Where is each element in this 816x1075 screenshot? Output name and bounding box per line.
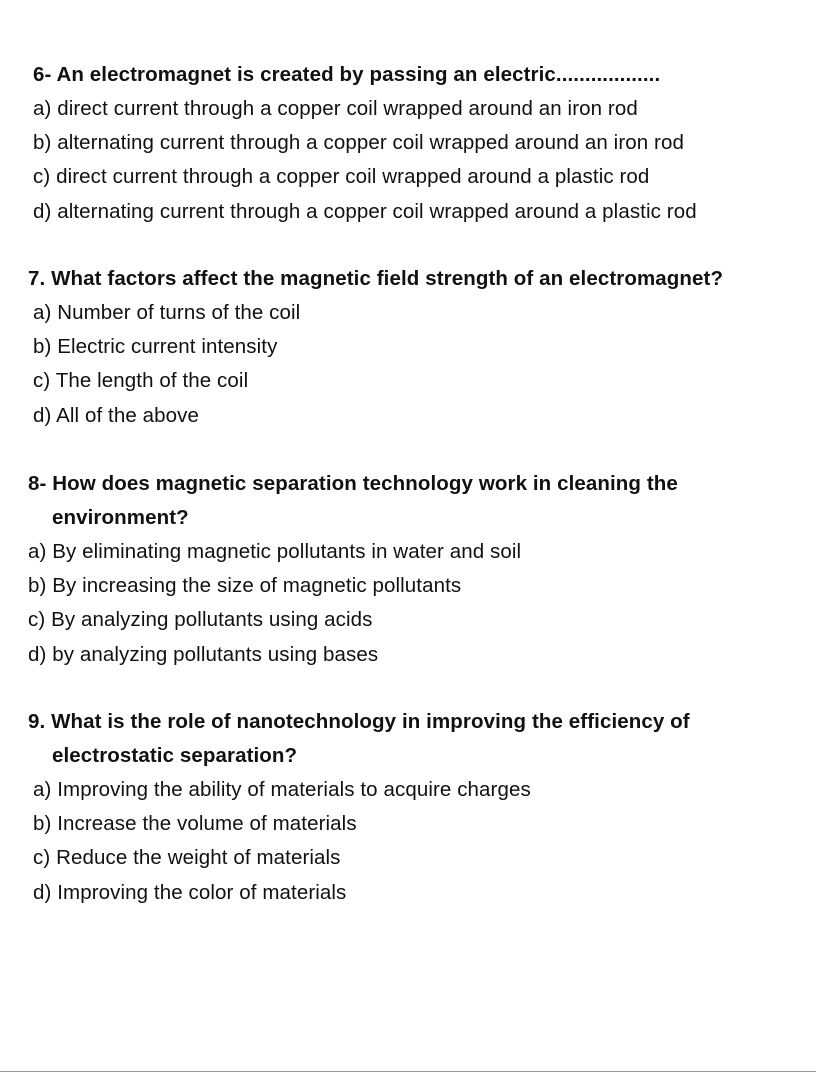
option-d: d) by analyzing pollutants using bases bbox=[28, 642, 379, 666]
question-title bbox=[28, 705, 816, 773]
question-title-line1: 9. What is the role of nanotechnology in improving the efficiency of bbox=[28, 710, 690, 733]
option-b: b) alternating current through a copper coil wrapped around an iron rod bbox=[33, 131, 684, 155]
option-a: a) By eliminating magnetic pollutants in water and soil bbox=[28, 540, 522, 563]
option-b: b) By increasing the size of magnetic pollutants bbox=[28, 574, 462, 598]
option-c: c) direct current through a copper coil wrapped around a plastic rod bbox=[33, 165, 650, 189]
option-d: d) All of the above bbox=[33, 403, 200, 427]
question-title-line1: 8- How does magnetic separation technology work in cleaning the bbox=[28, 472, 678, 495]
question-9 bbox=[28, 705, 816, 910]
option-c: c) Reduce the weight of materials bbox=[33, 846, 341, 870]
question-title: 7. What factors affect the magnetic field strength of an electromagnet? bbox=[28, 267, 724, 290]
option-b: b) Electric current intensity bbox=[33, 335, 278, 359]
question-7 bbox=[28, 262, 816, 433]
option-c: c) By analyzing pollutants using acids bbox=[28, 608, 373, 632]
question-title-line2: electrostatic separation? bbox=[52, 744, 298, 767]
option-d: d) Improving the color of materials bbox=[33, 880, 347, 904]
option-a: a) Number of turns of the coil bbox=[33, 301, 301, 324]
question-6 bbox=[33, 58, 816, 229]
question-title-line2: environment? bbox=[52, 506, 189, 529]
option-d: d) alternating current through a copper coil wrapped around a plastic rod bbox=[33, 199, 697, 223]
option-a: a) direct current through a copper coil wrapped around an iron rod bbox=[33, 97, 638, 120]
option-a: a) Improving the ability of materials to acquire charges bbox=[33, 778, 531, 801]
question-8 bbox=[28, 467, 816, 672]
option-b: b) Increase the volume of materials bbox=[33, 812, 357, 836]
question-title: 6- An electromagnet is created by passing an electric.................. bbox=[33, 63, 661, 86]
option-c: c) The length of the coil bbox=[33, 369, 249, 393]
question-title bbox=[28, 467, 816, 535]
page-bottom-rule bbox=[0, 1071, 816, 1072]
